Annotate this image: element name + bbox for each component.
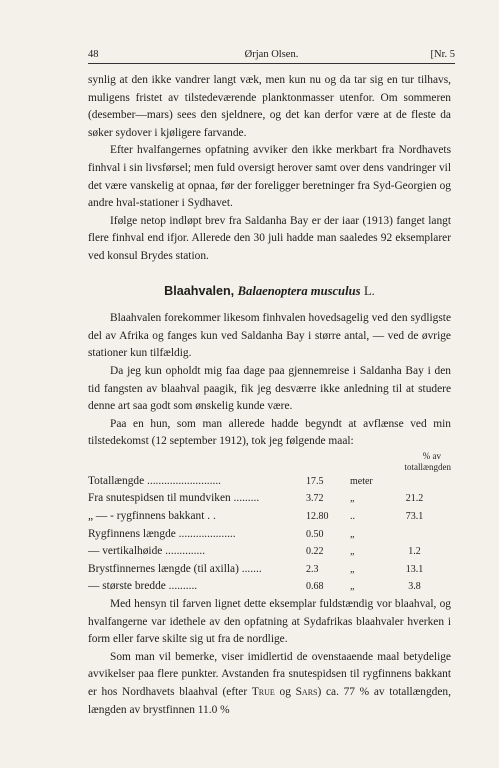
section-heading <box>88 283 451 301</box>
measurement-value: 17.5 <box>306 475 324 487</box>
measurement-percent: 73.1 <box>405 511 424 523</box>
paragraph <box>88 649 451 719</box>
measurement-label: Fra snutespidsen til mundviken ......... <box>88 492 260 505</box>
measurement-label: Totallængde .......................... <box>88 474 222 487</box>
measurement-percent <box>378 473 451 491</box>
author-true: True <box>251 686 275 698</box>
measurement-unit: „ <box>350 581 355 593</box>
measurement-value: 0.50 <box>306 528 324 540</box>
measurement-unit: „ <box>350 528 355 540</box>
header-rule <box>88 63 455 64</box>
total-header-line: totallængden <box>404 461 451 472</box>
measurement-row <box>88 578 451 596</box>
measurement-value: 0.22 <box>306 546 324 558</box>
measurement-table <box>88 451 451 596</box>
measurement-label: — største bredde .......... <box>88 580 198 593</box>
body-text <box>88 72 451 719</box>
species-author: L. <box>363 283 375 298</box>
measurement-row <box>88 490 451 508</box>
measurement-unit: „ <box>350 493 355 505</box>
measurement-unit: „ <box>350 546 355 558</box>
species-name: Blaahvalen, <box>164 283 235 298</box>
measurement-rows <box>88 473 451 596</box>
measurement-percent <box>378 526 451 544</box>
measurement-value: 2.3 <box>306 563 319 575</box>
pct-header-line: % av <box>422 450 441 461</box>
measurement-value: 12.80 <box>306 511 329 523</box>
measurement-percent: 1.2 <box>408 546 421 558</box>
measurement-label: „ — - rygfinnens bakkant . . <box>88 510 216 523</box>
conjunction: og <box>279 686 291 698</box>
measurement-label: Brystfinnernes længde (til axilla) ....... <box>88 562 262 575</box>
paragraph-text: Som man vil bemerke, viser imidlertid de ovenstaaende maal betydelige avvikelser paa flere punkter. Avstanden fra snutespidsen til rygfinnens bakkant er hos Nordhavets blaahval (efter <box>88 650 451 698</box>
measurement-row <box>88 561 451 579</box>
measurement-unit: .. <box>350 511 355 523</box>
paragraph: Paa en hun, som man allerede hadde begyndt at avflænse ved min tilstedekomst (12 september 1912), tok jeg følgende maal: <box>88 417 451 448</box>
paragraph: Blaahvalen forekommer likesom finhvalen hovedsagelig ved den sydligste del av Afrika og fanges kun ved Saldanha Bay i større antal, — ved de øvrige stationer kun tilfældig. <box>88 312 451 360</box>
measurement-value: 3.72 <box>306 493 324 505</box>
paragraph: Efter hvalfangernes opfatning avviker den ikke merkbart fra Nordhavets finhval i sin livsførsel; men fuld oversigt herover samt over dens vandringer vil det være vanskelig at opnaa, før der foreligger beretninger fra Syd-Georgien og andre hval-stationer i Sydhavet. <box>88 144 451 210</box>
paragraph-text: ) ca. 77 % av totallængden, længden av brystfinnen 11.0 % <box>88 686 451 716</box>
author-sars: Sars <box>295 686 318 698</box>
issue-number: [Nr. 5 <box>430 49 455 60</box>
running-header <box>88 49 455 63</box>
running-author: Ørjan Olsen. <box>244 49 299 60</box>
measurement-value: 0.68 <box>306 581 324 593</box>
measurement-label: Rygfinnens længde .................... <box>88 527 236 540</box>
measurement-unit: meter <box>350 475 373 487</box>
paragraph: Med hensyn til farven lignet dette eksemplar fuldstændig vor blaahval, og hvalfangerne var idethele av den opfatning at Sydafrikas blaahvaler hverken i form eller farve skilte sig ut fra de nordlige. <box>88 598 451 646</box>
latin-name: Balaenoptera musculus <box>237 283 361 298</box>
paragraph: Ifølge netop indløpt brev fra Saldanha Bay er der iaar (1913) fanget langt flere finhval end ifjor. Allerede den 30 juli hadde man saaledes 92 eksemplarer ved konsul Brydes station. <box>88 214 451 262</box>
measurement-percent: 13.1 <box>405 563 424 575</box>
measurement-label: — vertikalhøide .............. <box>88 545 206 558</box>
measurement-percent: 3.8 <box>408 581 421 593</box>
pct-column-header <box>88 451 451 473</box>
measurement-row <box>88 526 451 544</box>
measurement-percent: 21.2 <box>405 493 424 505</box>
measurement-row <box>88 543 451 561</box>
measurement-unit: „ <box>350 563 355 575</box>
page-number: 48 <box>88 49 99 60</box>
paragraph: synlig at den ikke vandrer langt væk, men kun nu og da tar sig en tur tilhavs, muligens fristet av tilstedeværende planktonmasser utenfor. Om sommeren (desember—mars) sees den sjeldnere, og det kan derfor være at de fleste da søker sydover i kjøligere farvande. <box>88 74 451 139</box>
paragraph: Da jeg kun opholdt mig faa dage paa gjennemreise i Saldanha Bay i den tid fangsten av blaahval paagik, fik jeg desværre ikke anledning til at studere denne art saa godt som ønskelig kunde være. <box>88 364 451 413</box>
measurement-row <box>88 508 451 526</box>
measurement-row <box>88 473 451 491</box>
